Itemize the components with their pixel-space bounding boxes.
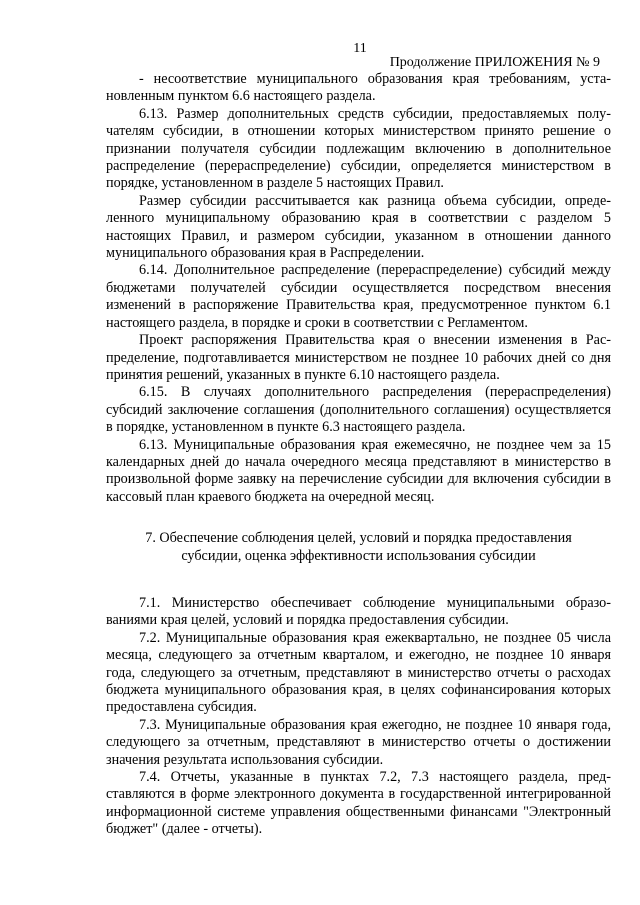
- section-heading-line-2: субсидии, оценка эффективности использования субсидии: [181, 547, 536, 564]
- section-heading-line-1: 7. Обеспечение соблюдения целей, условий и порядка предоставления: [145, 530, 572, 547]
- paragraph: Размер субсидии рассчитывается как разница объема субсидии, определенного муниципальному образованию края в соответствии с разделом 5 настоящих Правил, и размером субсидии, указанном в отношении данного муниципального образования края в Распределении.: [106, 192, 611, 262]
- paragraph: 7.4. Отчеты, указанные в пунктах 7.2, 7.3 настоящего раздела, представляются в форме электронного документа в государственной интегрированной информационной системе управления общественными финансами "Электронный бюджет" (далее - отчеты).: [106, 769, 611, 838]
- page-number: 11: [353, 41, 367, 56]
- appendix-continuation-label: Продолжение ПРИЛОЖЕНИЯ № 9: [389, 55, 600, 70]
- paragraph: 6.15. В случаях дополнительного распределения (перераспределения) субсидий заключение соглашения (дополнительного соглашения) осуществляется в порядке, установленном в пункте 6.3 настоящего раздела.: [106, 384, 611, 436]
- paragraph: 6.13. Размер дополнительных средств субсидии, предоставляемых получателям субсидии, в отношении которых министерством принято решение о признании получателя субсидии подлежащим включению в дополнительное распределение (перераспределение) субсидии, определяется министерством в порядке, установленном в разделе 5 настоящих Правил.: [106, 105, 611, 192]
- paragraph: 6.13. Муниципальные образования края ежемесячно, не позднее чем за 15 календарных дней до начала очередного месяца представляют в министерство в произвольной форме заявку на перечисление субсидии для включения субсидии в кассовый план краевого бюджета на очередной месяц.: [106, 436, 611, 505]
- paragraph: Проект распоряжения Правительства края о внесении изменения в Распределение, подготавливается министерством не позднее 10 рабочих дней со дня принятия решений, указанных в пункте 6.10 настоящего раздела.: [106, 332, 611, 383]
- paragraph: 6.14. Дополнительное распределение (перераспределение) субсидий между бюджетами получателей субсидии осуществляется посредством внесения изменений в распоряжение Правительства края, предусмотренное пунктом 6.1 настоящего раздела, в порядке и сроки в соответствии с Регламентом.: [106, 262, 611, 331]
- paragraph: 7.2. Муниципальные образования края ежеквартально, не позднее 05 числа месяца, следующего за отчетным кварталом, и ежегодно, не позднее 10 января года, следующего за отчетным, представляют в министерство отчеты о расходах бюджета муниципального образования края, в целях софинансирования которых предоставлена субсидия.: [106, 629, 611, 716]
- section-heading: [106, 530, 611, 565]
- paragraph: - несоответствие муниципального образования края требованиям, установленным пунктом 6.6 настоящего раздела.: [106, 71, 611, 105]
- paragraph: 7.3. Муниципальные образования края ежегодно, не позднее 10 января года, следующего за отчетным, представляют в министерство отчеты о достижении значения результата использования субсидии.: [106, 716, 611, 768]
- document-body: [106, 71, 611, 839]
- paragraph: 7.1. Министерство обеспечивает соблюдение муниципальными образованиями края целей, условий и порядка предоставления субсидии.: [106, 594, 611, 629]
